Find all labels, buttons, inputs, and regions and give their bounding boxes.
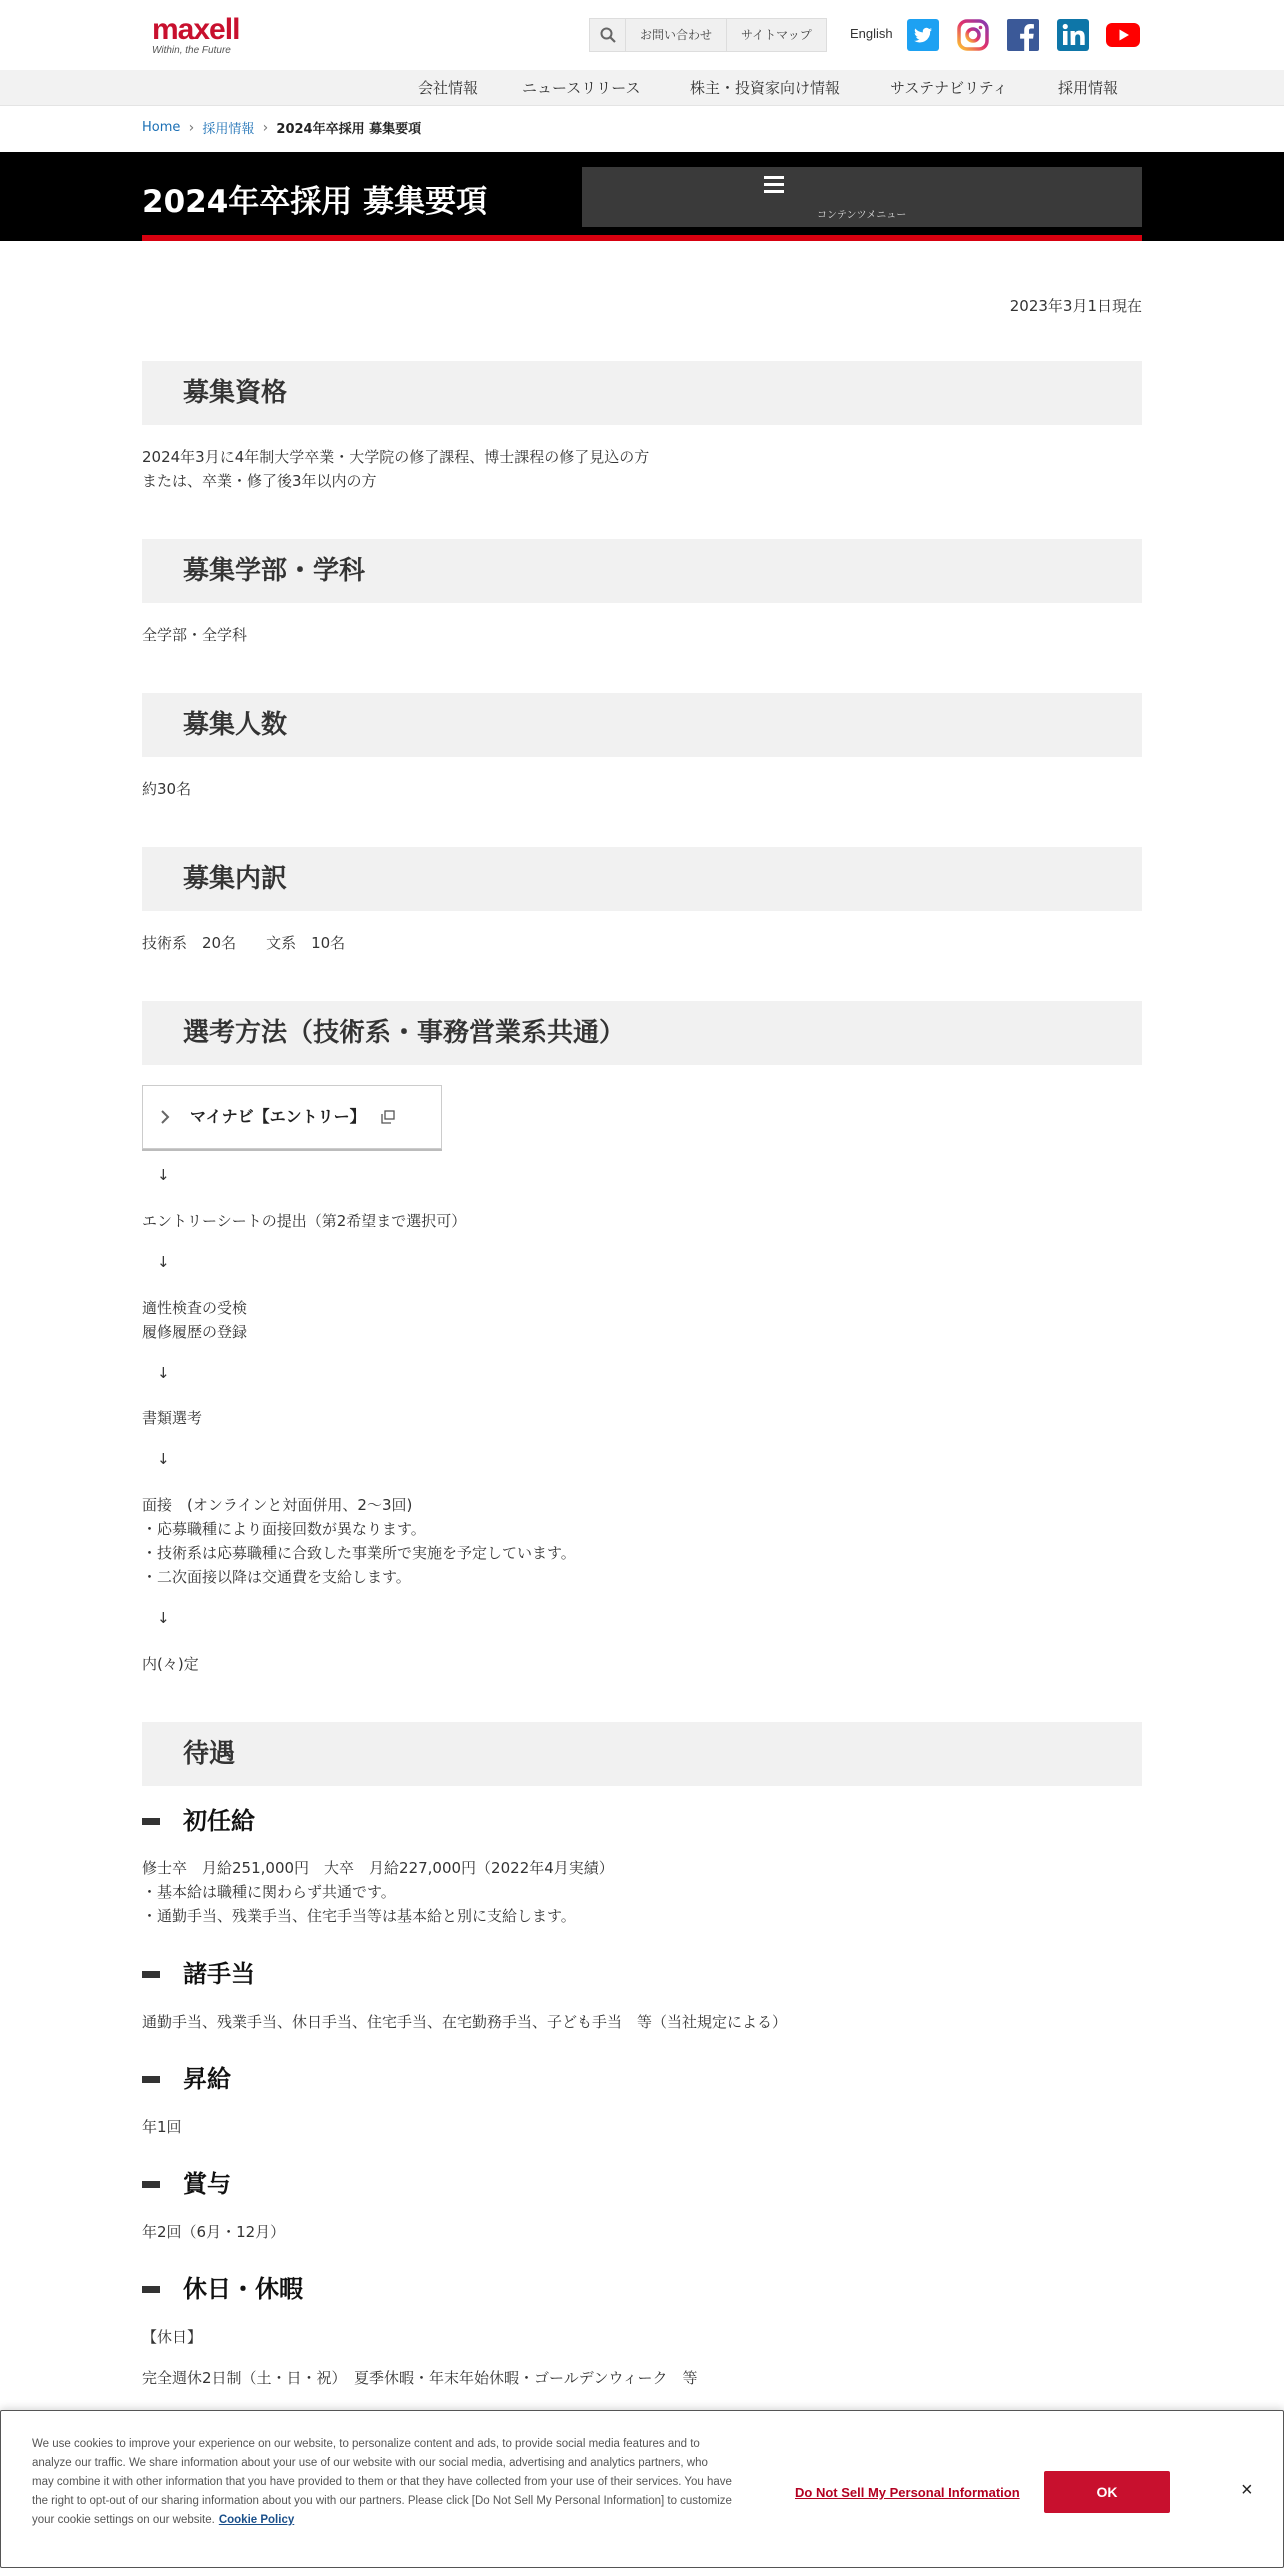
youtube-link[interactable] xyxy=(1106,18,1140,52)
allowance-text: 通勤手当、残業手当、休日手当、住宅手当、在宅勤務手当、子ども手当 等（当社規定による） xyxy=(142,2013,788,2031)
section-title: 募集資格 xyxy=(183,378,288,408)
cookie-policy-link[interactable]: Cookie Policy xyxy=(218,2514,295,2526)
chevron-right-icon: › xyxy=(188,119,195,136)
step-entry-sheet: エントリーシートの提出（第2希望まで選択可） xyxy=(142,1212,467,1230)
salary-line-3: ・通勤手当、残業手当、住宅手当等は基本給と別に支給します。 xyxy=(142,1907,576,1925)
holiday-text: 完全週休2日制（土・日・祝） 夏季休暇・年末年始休暇・ゴールデンウィーク 等 xyxy=(142,2369,698,2387)
interview-note-1: ・応募職種により面接回数が異なります。 xyxy=(142,1520,426,1538)
step-transcript: 履修履歴の登録 xyxy=(142,1323,248,1341)
nav-item-company[interactable]: 会社情報 xyxy=(418,79,479,97)
step-offer: 内(々)定 xyxy=(142,1655,199,1673)
section-title: 募集人数 xyxy=(183,710,288,740)
interview-note-3: ・二次面接以降は交通費を支給します。 xyxy=(142,1568,411,1586)
linkedin-link[interactable] xyxy=(1056,18,1090,52)
logo-text: maxell xyxy=(152,13,240,46)
chevron-right-icon: › xyxy=(262,119,269,136)
twitter-icon xyxy=(907,19,939,51)
mynavi-entry-button[interactable] xyxy=(142,1085,442,1149)
utility-bar xyxy=(589,18,827,52)
nav-item-recruit[interactable]: 採用情報 xyxy=(1058,79,1119,97)
title-underline xyxy=(142,235,1142,241)
nav-item-news[interactable]: ニュースリリース xyxy=(522,79,641,97)
subsection-title: 初任給 xyxy=(183,1807,255,1835)
cookie-ok-button[interactable]: OK xyxy=(1044,2471,1170,2513)
breadcrumb-home[interactable]: Home xyxy=(142,120,181,135)
youtube-icon xyxy=(1106,23,1140,47)
subsection-title: 休日・休暇 xyxy=(183,2275,303,2303)
search-button[interactable] xyxy=(590,19,626,51)
cookie-message: We use cookies to improve your experience on our website, to personalize content and ads, to provide social media features and to analyze our traffic. We share information about your use of our website with our social media, advertising and analytics partners, who may combine it with other information that you have provided to them or that they have collected from your use of their services. You have the right to opt-out of our sharing information about you with our partners. Please click [Do Not Sell My Personal Information] to customize your cookie settings on our website. xyxy=(32,2438,732,2526)
hamburger-icon xyxy=(764,176,784,197)
section-title: 選考方法（技術系・事務営業系共通） xyxy=(183,1018,626,1048)
raise-text: 年1回 xyxy=(142,2118,182,2136)
breadcrumb-current: 2024年卒採用 募集要項 xyxy=(276,122,422,137)
logo-tagline: Within, the Future xyxy=(152,45,231,56)
breakdown-text: 技術系 20名 文系 10名 xyxy=(142,934,346,952)
twitter-link[interactable] xyxy=(906,18,940,52)
search-icon xyxy=(600,27,616,43)
step-interview: 面接 (オンラインと対面併用、2～3回) xyxy=(142,1496,413,1514)
section-heading-treatment xyxy=(142,1722,1142,1786)
bonus-text: 年2回（6月・12月） xyxy=(142,2223,286,2241)
heading-bar xyxy=(142,2181,160,2188)
heading-bar xyxy=(142,1818,160,1825)
salary-line-1: 修士卒 月給251,000円 大卒 月給227,000円（2022年4月実績） xyxy=(142,1859,614,1877)
cookie-text xyxy=(32,2435,732,2530)
content-menu-button[interactable] xyxy=(582,167,1142,227)
entry-button-label: マイナビ【エントリー】 xyxy=(190,1107,366,1126)
facebook-icon xyxy=(1007,19,1039,51)
as-of-date: 2023年3月1日現在 xyxy=(1009,297,1142,315)
section-heading-selection xyxy=(142,1001,1142,1065)
count-text: 約30名 xyxy=(142,780,192,798)
interview-note-2: ・技術系は応募職種に合致した事業所で実施を予定しています。 xyxy=(142,1544,576,1562)
step-arrow: ↓ xyxy=(157,1166,170,1184)
contact-link[interactable]: お問い合わせ xyxy=(640,28,713,42)
maxell-logo[interactable] xyxy=(152,13,240,56)
subsection-title: 諸手当 xyxy=(183,1960,255,1988)
page-title: 2024年卒採用 募集要項 xyxy=(142,184,488,220)
heading-bar xyxy=(142,2076,160,2083)
breadcrumb xyxy=(142,118,421,137)
do-not-sell-link[interactable]: Do Not Sell My Personal Information xyxy=(795,2485,1020,2500)
facebook-link[interactable] xyxy=(1006,18,1040,52)
heading-bar xyxy=(142,1971,160,1978)
section-heading-breakdown xyxy=(142,847,1142,911)
subsection-title: 賞与 xyxy=(183,2170,231,2198)
english-link[interactable]: English xyxy=(850,26,893,41)
step-document-screening: 書類選考 xyxy=(142,1409,203,1427)
step-arrow: ↓ xyxy=(157,1609,170,1627)
subsection-title: 昇給 xyxy=(183,2065,231,2093)
external-link-icon xyxy=(381,1110,395,1124)
cookie-banner xyxy=(0,2410,1284,2568)
section-heading-faculty xyxy=(142,539,1142,603)
global-nav xyxy=(0,70,1284,106)
section-title: 募集内訳 xyxy=(183,864,288,894)
header xyxy=(0,0,1284,70)
step-arrow: ↓ xyxy=(157,1450,170,1468)
section-heading-count xyxy=(142,693,1142,757)
instagram-link[interactable] xyxy=(956,18,990,52)
qualification-line-2: または、卒業・修了後3年以内の方 xyxy=(142,472,377,490)
qualification-line-1: 2024年3月に4年制大学卒業・大学院の修了課程、博士課程の修了見込の方 xyxy=(142,448,650,466)
close-icon[interactable]: × xyxy=(1241,2479,1253,2501)
title-bar xyxy=(0,152,1284,241)
section-title: 募集学部・学科 xyxy=(183,556,366,586)
nav-item-sustainability[interactable]: サステナビリティ xyxy=(890,79,1008,97)
chevron-right-icon xyxy=(159,1109,171,1125)
linkedin-icon xyxy=(1057,19,1089,51)
heading-bar xyxy=(142,2286,160,2293)
nav-item-investors[interactable]: 株主・投資家向け情報 xyxy=(690,79,841,97)
salary-line-2: ・基本給は職種に関わらず共通です。 xyxy=(142,1883,396,1901)
section-heading-qualification xyxy=(142,361,1142,425)
section-title: 待遇 xyxy=(183,1739,236,1769)
holiday-label: 【休日】 xyxy=(142,2328,203,2346)
instagram-icon xyxy=(957,19,989,51)
faculty-text: 全学部・全学科 xyxy=(142,626,248,644)
breadcrumb-recruit[interactable]: 採用情報 xyxy=(202,122,255,137)
content-menu-label: コンテンツメニュー xyxy=(817,210,907,221)
step-aptitude-test: 適性検査の受検 xyxy=(142,1299,248,1317)
sitemap-link[interactable]: サイトマップ xyxy=(726,19,826,51)
step-arrow: ↓ xyxy=(157,1364,170,1382)
step-arrow: ↓ xyxy=(157,1253,170,1271)
